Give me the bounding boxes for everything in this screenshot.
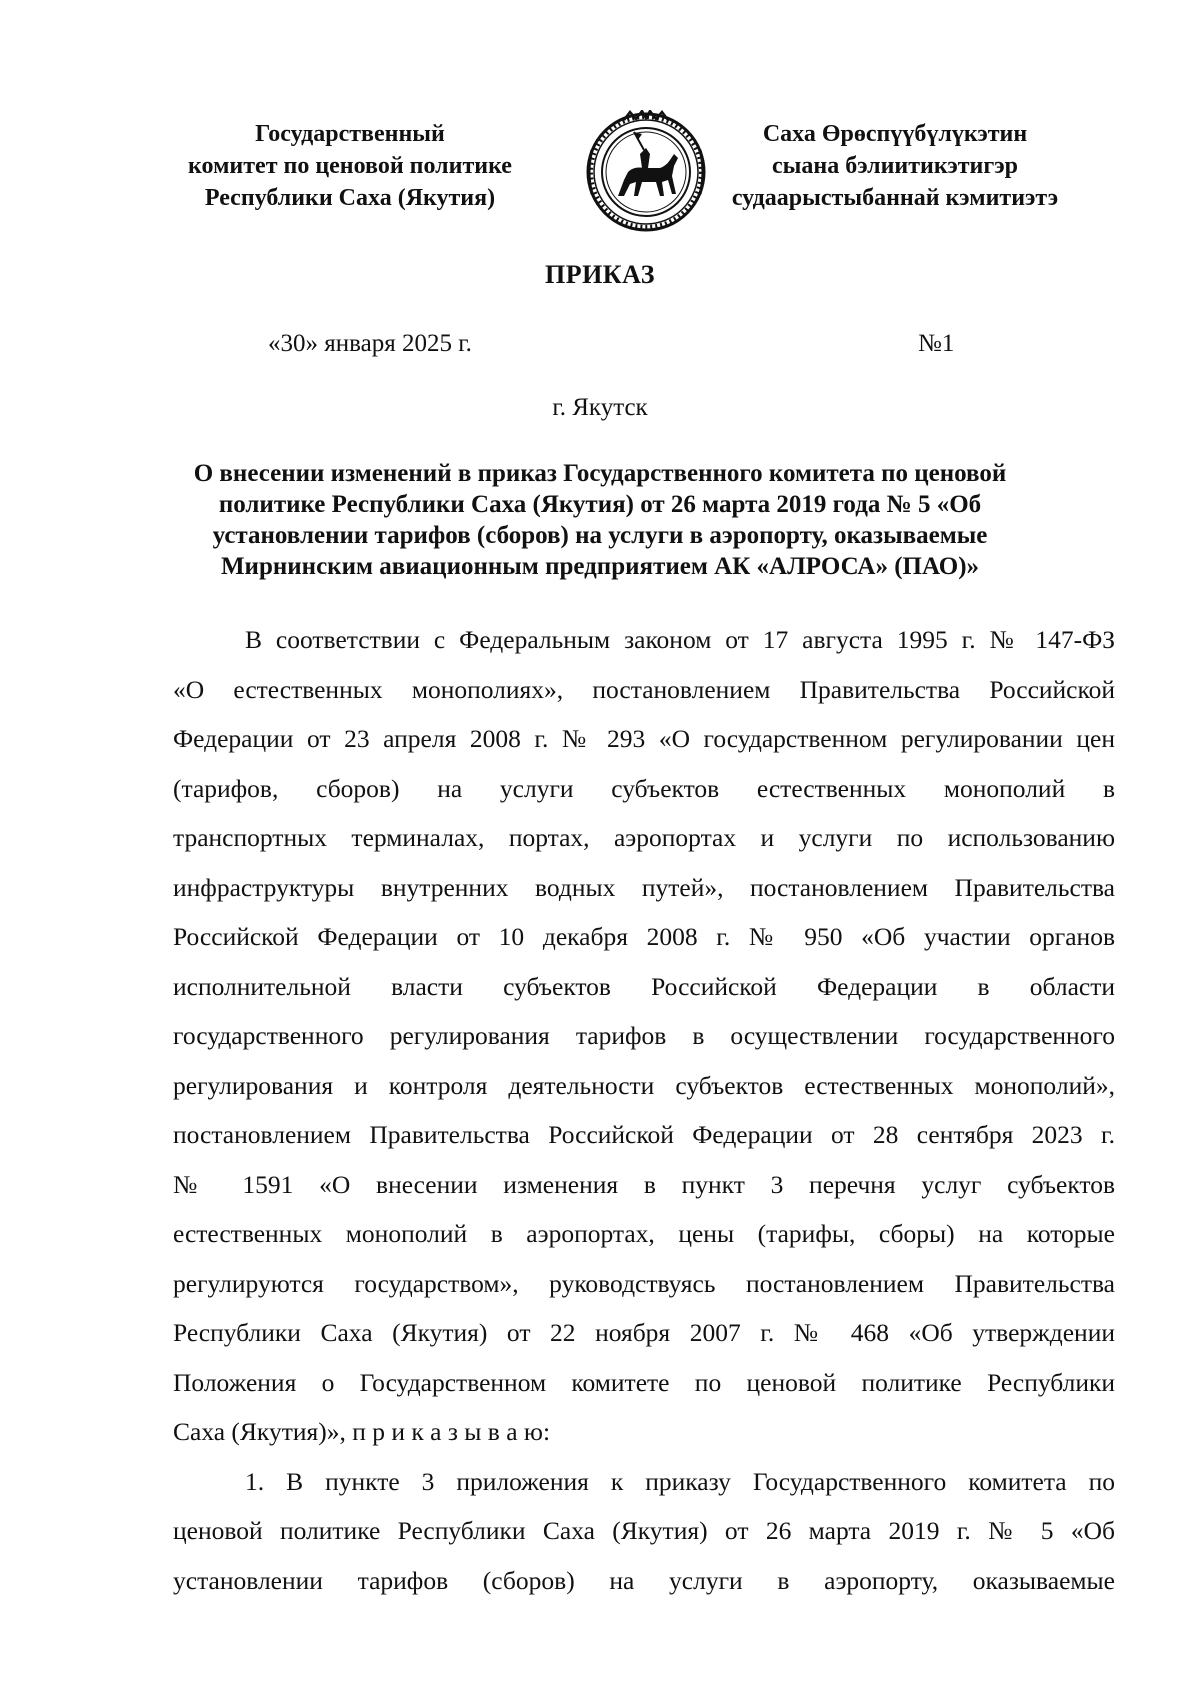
paragraph-line: Положения о Государственном комитете по ценовой политике Республики [173, 1367, 1115, 1397]
paragraph-line: естественных монополий в аэропортах, цены (тарифы, сборы) на которые [173, 1219, 1115, 1248]
paragraph-line: Российской Федерации от 10 декабря 2008 г. № 950 «Об участии органов [173, 922, 1115, 951]
preamble-paragraph [173, 615, 1115, 1457]
org-name-russian [155, 118, 545, 214]
document-city: г. Якутск [552, 394, 648, 421]
coat-of-arms-emblem-icon [584, 110, 708, 234]
document-date: «30» января 2025 г. [268, 330, 472, 357]
document-title: ПРИКАЗ [544, 260, 656, 289]
subject-line: Мирнинским авиационным предприятием АК «АЛРОСА» (ПАО)» [220, 553, 980, 580]
paragraph-line: государственного регулирования тарифов в осуществлении государственного [173, 1021, 1115, 1050]
paragraph-line: установлении тарифов (сборов) на услуги в аэропорту, оказываемые [173, 1565, 1115, 1595]
document-header [0, 118, 1200, 228]
subject-line: установлении тарифов (сборов) на услуги в аэропорту, оказываемые [212, 522, 988, 549]
org-name-line: Республики Саха (Якутия) [204, 185, 496, 211]
paragraph-line: № 1591 «О внесении изменения в пункт 3 перечня услуг субъектов [173, 1169, 1115, 1199]
paragraph-line: «О естественных монополиях», постановлением Правительства Российской [173, 674, 1115, 704]
paragraph-line: ценовой политике Республики Саха (Якутия) от 26 марта 2019 г. № 5 «Об [173, 1516, 1115, 1545]
org-name-line: комитет по ценовой политике [188, 153, 512, 179]
paragraph-line: постановлением Правительства Российской Федерации от 28 сентября 2023 г. [173, 1120, 1115, 1149]
paragraph-line: транспортных терминалах, портах, аэропортах и услуги по использованию [173, 823, 1115, 852]
paragraph-line: регулируются государством», руководствуясь постановлением Правительства [173, 1268, 1115, 1298]
org-name-line: сыана бэлиитикэтигэр [771, 153, 1018, 179]
document-number: №1 [918, 330, 955, 357]
paragraph-line: (тарифов, сборов) на услуги субъектов естественных монополий в [173, 773, 1115, 803]
paragraph-line: В соответствии с Федеральным законом от 17 августа 1995 г. № 147-ФЗ [245, 625, 1115, 654]
paragraph-line: Саха (Якутия)», п р и к а з ы в а ю: [173, 1417, 551, 1446]
paragraph-line: Республики Саха (Якутия) от 22 ноября 2007 г. № 468 «Об утверждении [173, 1318, 1115, 1347]
subject-line: О внесении изменений в приказ Государственного комитета по ценовой [193, 460, 1007, 487]
subject-line: политике Республики Саха (Якутия) от 26 марта 2019 года № 5 «Об [218, 491, 982, 518]
paragraph-line: инфраструктуры внутренних водных путей», постановлением Правительства [173, 872, 1115, 902]
paragraph-line: регулирования и контроля деятельности субъектов естественных монополий», [173, 1070, 1115, 1100]
document-subject [170, 458, 1030, 582]
org-name-line: судаарыстыбаннай кэмитиэтэ [731, 185, 1059, 211]
paragraph-line: 1. В пункте 3 приложения к приказу Государственного комитета по [245, 1466, 1115, 1496]
paragraph-line: Федерации от 23 апреля 2008 г. № 293 «О государственном регулировании цен [173, 724, 1115, 753]
clause-1-paragraph [173, 1457, 1115, 1606]
org-name-line: Государственный [255, 121, 445, 147]
document-body [173, 615, 1115, 1605]
org-name-yakut [700, 118, 1090, 214]
paragraph-line: исполнительной власти субъектов Российской Федерации в области [173, 971, 1115, 1001]
org-name-line: Саха Өрөспүүбүлүкэтин [762, 121, 1028, 147]
